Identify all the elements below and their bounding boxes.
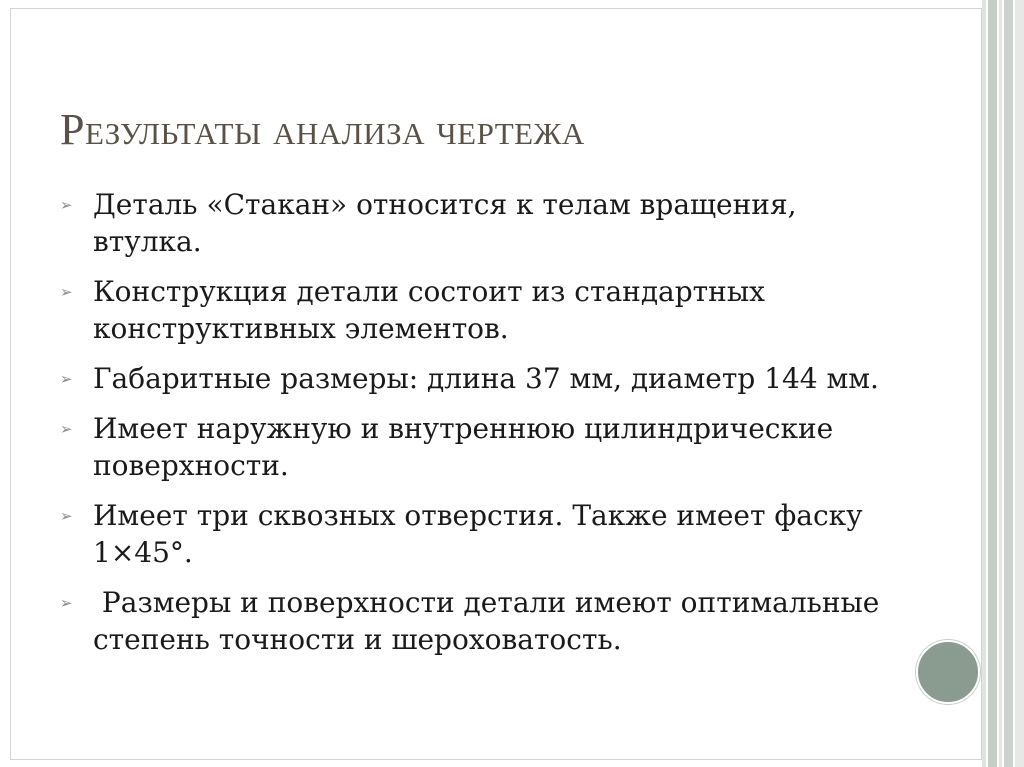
bullet-text: Деталь «Стакан» относится к телам вращения, втулка.: [93, 188, 797, 258]
bullet-text: Конструкция детали состоит из стандартных конструктивных элементов.: [93, 275, 765, 345]
bullet-item: [60, 273, 880, 347]
arrow-bullet-icon: ➢: [60, 370, 73, 388]
bullet-text: Имеет наружную и внутреннюю цилиндрические поверхности.: [93, 412, 834, 482]
arrow-bullet-icon: ➢: [60, 196, 73, 214]
arrow-bullet-icon: ➢: [60, 594, 73, 612]
bullet-item: [60, 410, 880, 484]
stripe: [1015, 0, 1024, 767]
bullet-text: Размеры и поверхности детали имеют оптимальные степень точности и шероховатость.: [93, 586, 889, 656]
stripe: [988, 0, 997, 767]
bullet-text: Габаритные размеры: длина 37 мм, диаметр 144 мм.: [93, 362, 879, 395]
decorative-circle: [916, 640, 980, 704]
arrow-bullet-icon: ➢: [60, 283, 73, 301]
decorative-stripes: [982, 0, 1024, 767]
bullet-list: [60, 186, 889, 671]
arrow-bullet-icon: ➢: [60, 420, 73, 438]
bullet-item: [60, 186, 880, 260]
arrow-bullet-icon: ➢: [60, 507, 73, 525]
bullet-item: [60, 360, 880, 397]
stripe: [999, 0, 1002, 767]
stripe: [1004, 0, 1013, 767]
bullet-text: Имеет три сквозных отверстия. Также имеет фаску 1×45°.: [93, 499, 863, 569]
slide-title: Результаты анализа чертежа: [60, 105, 585, 154]
stripe: [982, 0, 986, 767]
bullet-item: [60, 497, 880, 571]
bullet-item: [60, 584, 889, 658]
